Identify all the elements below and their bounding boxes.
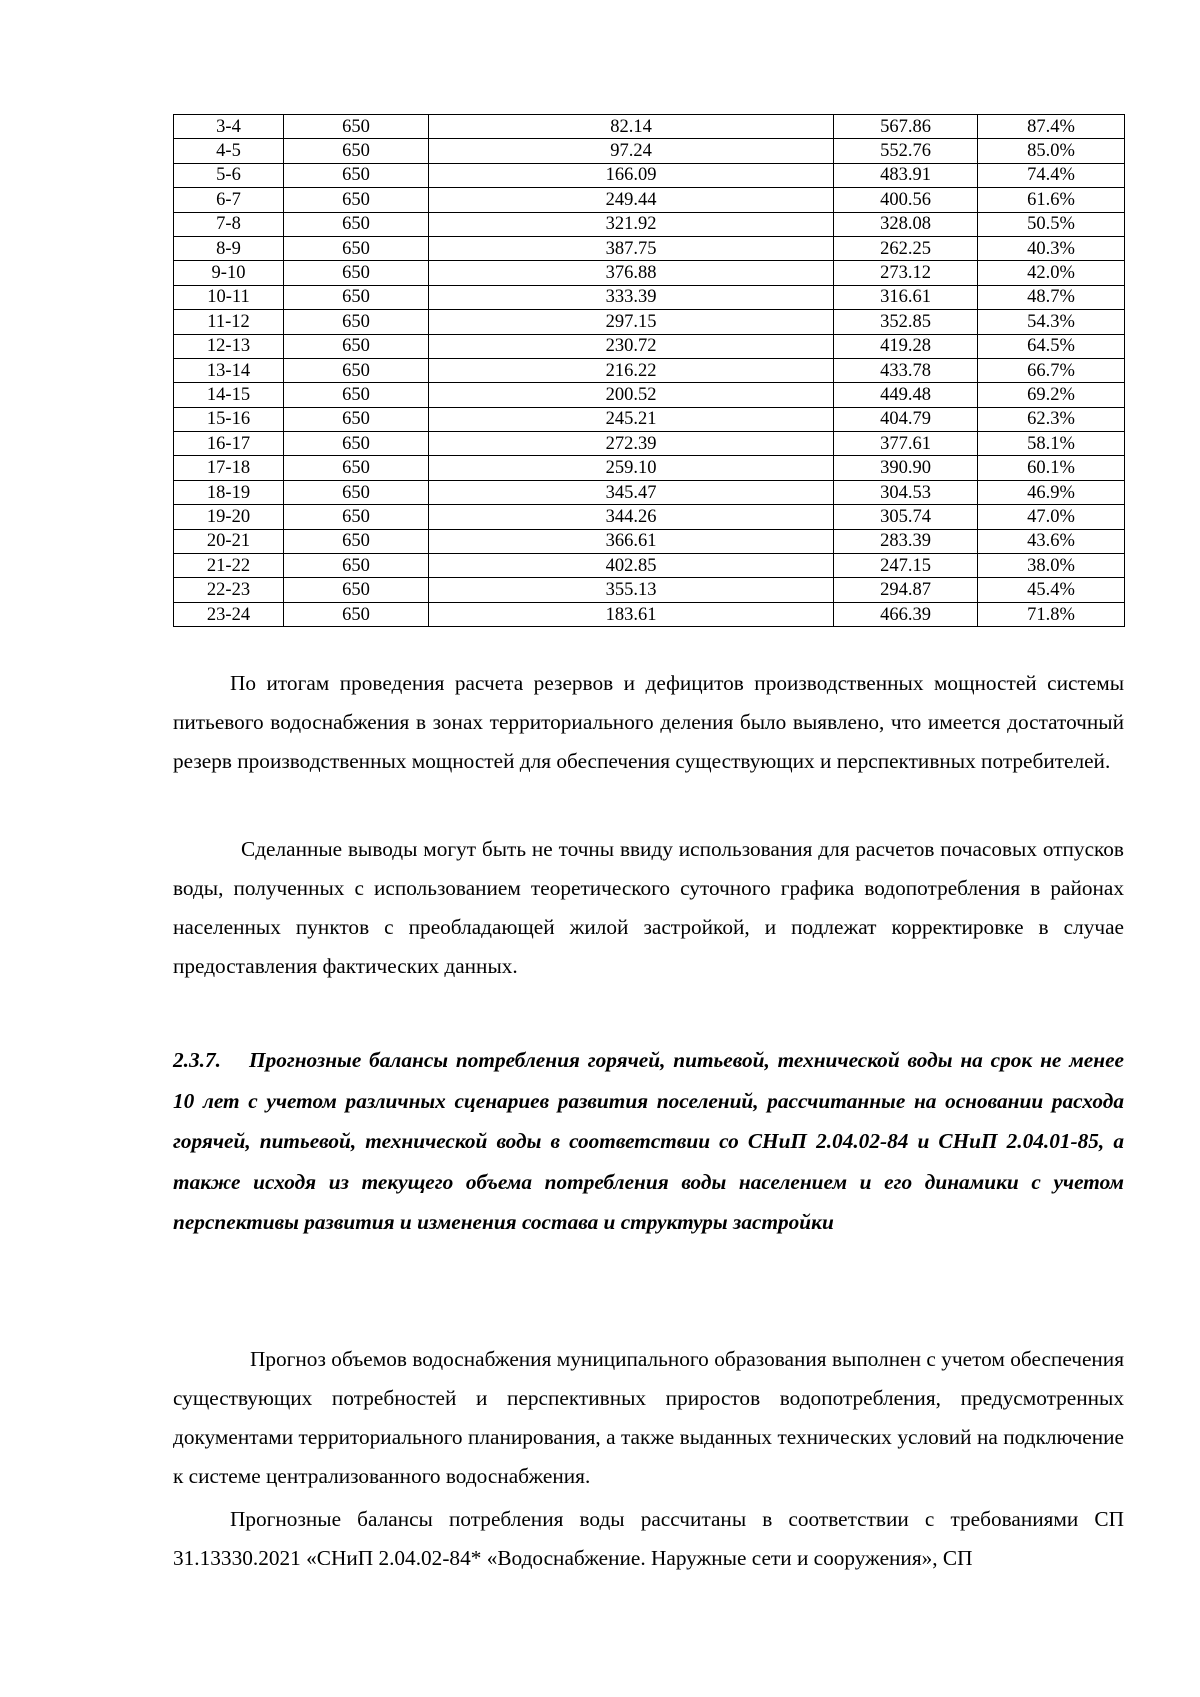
consumption-cell: 272.39 <box>429 432 834 456</box>
capacity-cell: 650 <box>284 188 429 212</box>
hour-interval-cell: 6-7 <box>174 188 284 212</box>
table-row <box>174 407 1125 431</box>
consumption-cell: 183.61 <box>429 602 834 626</box>
reserve-percent-cell: 48.7% <box>978 285 1125 309</box>
reserve-cell: 273.12 <box>834 261 978 285</box>
consumption-cell: 366.61 <box>429 529 834 553</box>
reserve-percent-cell: 40.3% <box>978 236 1125 260</box>
reserve-cell: 283.39 <box>834 529 978 553</box>
reserve-percent-cell: 62.3% <box>978 407 1125 431</box>
hour-interval-cell: 22-23 <box>174 578 284 602</box>
table-row <box>174 456 1125 480</box>
hour-interval-cell: 11-12 <box>174 310 284 334</box>
capacity-cell: 650 <box>284 407 429 431</box>
table-row <box>174 505 1125 529</box>
paragraph-forecast-text: Прогноз объемов водоснабжения муниципального образования выполнен с учетом обеспечения существующих потребностей и перспективных приростов водопотребления, предусмотренных документами территориального планирования, а также выданных технических условий на подключение к системе централизованного водоснабжения. <box>173 1347 1124 1488</box>
capacity-cell: 650 <box>284 334 429 358</box>
reserve-percent-cell: 61.6% <box>978 188 1125 212</box>
paragraph-disclaimer <box>173 830 1124 986</box>
reserve-cell: 316.61 <box>834 285 978 309</box>
capacity-cell: 650 <box>284 505 429 529</box>
reserve-percent-cell: 45.4% <box>978 578 1125 602</box>
table-row <box>174 236 1125 260</box>
reserve-percent-cell: 66.7% <box>978 358 1125 382</box>
reserve-cell: 400.56 <box>834 188 978 212</box>
reserve-cell: 483.91 <box>834 163 978 187</box>
reserve-percent-cell: 38.0% <box>978 554 1125 578</box>
hour-interval-cell: 17-18 <box>174 456 284 480</box>
reserve-cell: 247.15 <box>834 554 978 578</box>
reserve-percent-cell: 47.0% <box>978 505 1125 529</box>
capacity-cell: 650 <box>284 163 429 187</box>
table-row <box>174 115 1125 139</box>
paragraph-conclusion-text: По итогам проведения расчета резервов и дефицитов производственных мощностей системы питьевого водоснабжения в зонах территориального деления было выявлено, что имеется достаточный резерв производственных мощностей для обеспечения существующих и перспективных потребителей. <box>173 671 1124 773</box>
table-row <box>174 188 1125 212</box>
capacity-cell: 650 <box>284 310 429 334</box>
reserve-cell: 404.79 <box>834 407 978 431</box>
table-row <box>174 139 1125 163</box>
paragraph-balances <box>173 1500 1124 1578</box>
reserve-cell: 433.78 <box>834 358 978 382</box>
reserve-percent-cell: 85.0% <box>978 139 1125 163</box>
reserve-cell: 419.28 <box>834 334 978 358</box>
reserve-cell: 294.87 <box>834 578 978 602</box>
hour-interval-cell: 3-4 <box>174 115 284 139</box>
reserve-percent-cell: 74.4% <box>978 163 1125 187</box>
reserve-cell: 390.90 <box>834 456 978 480</box>
reserve-cell: 328.08 <box>834 212 978 236</box>
consumption-cell: 249.44 <box>429 188 834 212</box>
consumption-cell: 82.14 <box>429 115 834 139</box>
capacity-cell: 650 <box>284 383 429 407</box>
table-row <box>174 310 1125 334</box>
table-body <box>174 115 1125 627</box>
capacity-cell: 650 <box>284 578 429 602</box>
consumption-cell: 355.13 <box>429 578 834 602</box>
reserve-percent-cell: 58.1% <box>978 432 1125 456</box>
consumption-cell: 97.24 <box>429 139 834 163</box>
capacity-cell: 650 <box>284 602 429 626</box>
table-row <box>174 261 1125 285</box>
consumption-cell: 402.85 <box>429 554 834 578</box>
hour-interval-cell: 13-14 <box>174 358 284 382</box>
reserve-cell: 304.53 <box>834 480 978 504</box>
table-row <box>174 358 1125 382</box>
table-row <box>174 554 1125 578</box>
consumption-cell: 230.72 <box>429 334 834 358</box>
hour-interval-cell: 20-21 <box>174 529 284 553</box>
table-row <box>174 285 1125 309</box>
reserve-cell: 449.48 <box>834 383 978 407</box>
capacity-cell: 650 <box>284 358 429 382</box>
consumption-cell: 166.09 <box>429 163 834 187</box>
capacity-cell: 650 <box>284 236 429 260</box>
table-row <box>174 383 1125 407</box>
reserve-percent-cell: 60.1% <box>978 456 1125 480</box>
section-heading <box>173 1040 1124 1243</box>
consumption-cell: 376.88 <box>429 261 834 285</box>
reserve-percent-cell: 46.9% <box>978 480 1125 504</box>
hour-interval-cell: 8-9 <box>174 236 284 260</box>
hour-interval-cell: 23-24 <box>174 602 284 626</box>
capacity-cell: 650 <box>284 285 429 309</box>
hour-interval-cell: 7-8 <box>174 212 284 236</box>
reserve-cell: 262.25 <box>834 236 978 260</box>
table-row <box>174 480 1125 504</box>
capacity-cell: 650 <box>284 261 429 285</box>
reserve-cell: 567.86 <box>834 115 978 139</box>
table-row <box>174 432 1125 456</box>
consumption-cell: 344.26 <box>429 505 834 529</box>
capacity-cell: 650 <box>284 456 429 480</box>
hour-interval-cell: 15-16 <box>174 407 284 431</box>
consumption-cell: 216.22 <box>429 358 834 382</box>
reserve-cell: 377.61 <box>834 432 978 456</box>
capacity-cell: 650 <box>284 432 429 456</box>
consumption-cell: 333.39 <box>429 285 834 309</box>
hour-interval-cell: 16-17 <box>174 432 284 456</box>
reserve-cell: 305.74 <box>834 505 978 529</box>
reserve-percent-cell: 71.8% <box>978 602 1125 626</box>
table-row <box>174 163 1125 187</box>
consumption-cell: 245.21 <box>429 407 834 431</box>
consumption-cell: 259.10 <box>429 456 834 480</box>
reserve-percent-cell: 69.2% <box>978 383 1125 407</box>
reserve-percent-cell: 54.3% <box>978 310 1125 334</box>
hour-interval-cell: 10-11 <box>174 285 284 309</box>
hour-interval-cell: 9-10 <box>174 261 284 285</box>
hour-interval-cell: 18-19 <box>174 480 284 504</box>
paragraph-forecast <box>173 1340 1124 1496</box>
table-row <box>174 602 1125 626</box>
paragraph-conclusion <box>173 664 1124 781</box>
table-row <box>174 334 1125 358</box>
water-balance-table <box>173 114 1125 627</box>
reserve-cell: 552.76 <box>834 139 978 163</box>
paragraph-disclaimer-text: Сделанные выводы могут быть не точны ввиду использования для расчетов почасовых отпусков воды, полученных с использованием теоретического суточного графика водопотребления в районах населенных пунктов с преобладающей жилой застройкой, и подлежат корректировке в случае предоставления фактических данных. <box>173 837 1124 978</box>
consumption-cell: 387.75 <box>429 236 834 260</box>
table-row <box>174 529 1125 553</box>
reserve-percent-cell: 87.4% <box>978 115 1125 139</box>
consumption-cell: 321.92 <box>429 212 834 236</box>
hour-interval-cell: 4-5 <box>174 139 284 163</box>
capacity-cell: 650 <box>284 480 429 504</box>
table-row <box>174 212 1125 236</box>
reserve-percent-cell: 43.6% <box>978 529 1125 553</box>
hour-interval-cell: 12-13 <box>174 334 284 358</box>
section-title: Прогнозные балансы потребления горячей, питьевой, технической воды на срок не менее 10 лет с учетом различных сценариев развития поселений, рассчитанные на основании расхода горячей, питьевой, технической воды в соответствии со СНиП 2.04.02-84 и СНиП 2.04.01-85, а также исходя из текущего объема потребления воды населением и его динамики с учетом перспективы развития и изменения состава и структуры застройки <box>173 1048 1124 1234</box>
hour-interval-cell: 21-22 <box>174 554 284 578</box>
section-number: 2.3.7. <box>173 1048 221 1072</box>
consumption-cell: 345.47 <box>429 480 834 504</box>
reserve-cell: 352.85 <box>834 310 978 334</box>
capacity-cell: 650 <box>284 115 429 139</box>
reserve-percent-cell: 64.5% <box>978 334 1125 358</box>
capacity-cell: 650 <box>284 529 429 553</box>
reserve-cell: 466.39 <box>834 602 978 626</box>
paragraph-balances-text: Прогнозные балансы потребления воды рассчитаны в соответствии с требованиями СП 31.13330.2021 «СНиП 2.04.02-84* «Водоснабжение. Наружные сети и сооружения», СП <box>173 1507 1124 1570</box>
reserve-percent-cell: 50.5% <box>978 212 1125 236</box>
capacity-cell: 650 <box>284 554 429 578</box>
table-row <box>174 578 1125 602</box>
consumption-cell: 297.15 <box>429 310 834 334</box>
hour-interval-cell: 5-6 <box>174 163 284 187</box>
consumption-cell: 200.52 <box>429 383 834 407</box>
hour-interval-cell: 19-20 <box>174 505 284 529</box>
capacity-cell: 650 <box>284 212 429 236</box>
capacity-cell: 650 <box>284 139 429 163</box>
reserve-percent-cell: 42.0% <box>978 261 1125 285</box>
hour-interval-cell: 14-15 <box>174 383 284 407</box>
